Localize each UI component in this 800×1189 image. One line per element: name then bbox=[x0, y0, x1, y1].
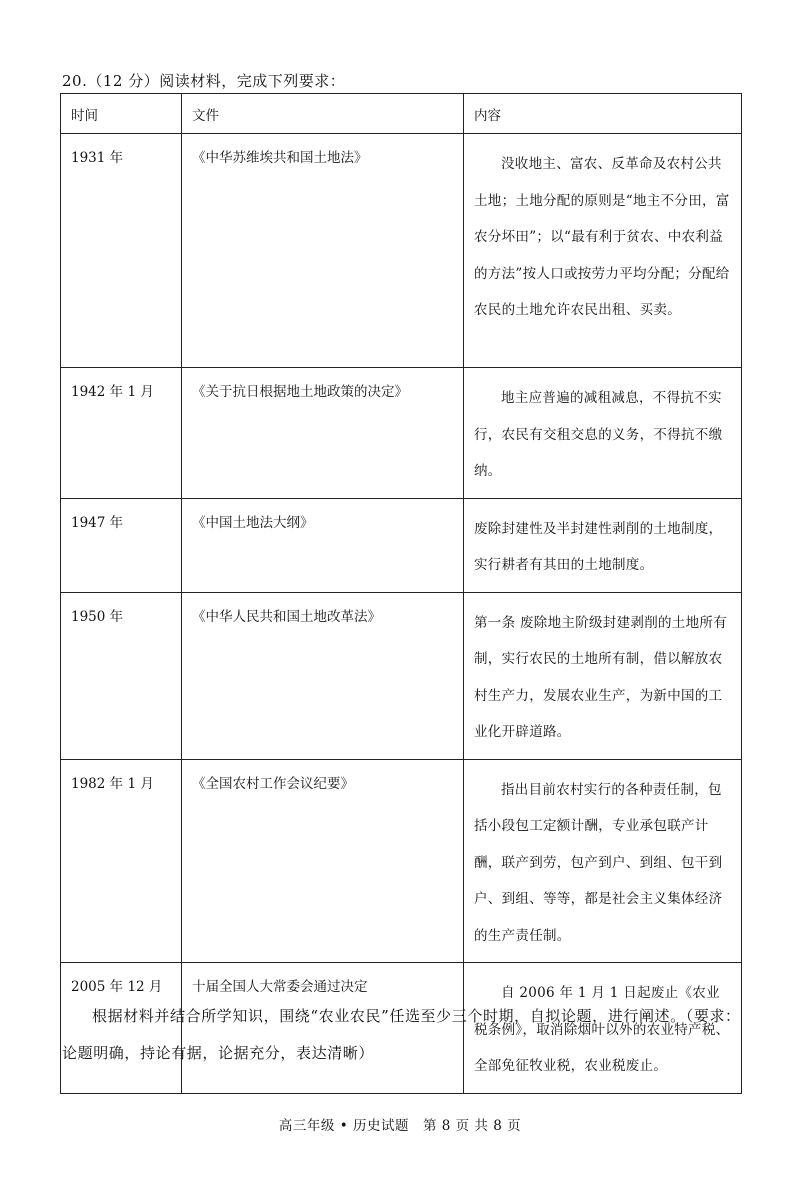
task-instructions bbox=[62, 998, 742, 1072]
header-time: 时间 bbox=[61, 94, 182, 134]
row-time: 1931 年 bbox=[61, 134, 182, 368]
table-header-row bbox=[61, 94, 742, 134]
row-document: 《中华苏维埃共和国土地法》 bbox=[182, 134, 464, 368]
row-content: 自 2006 年 1 月 1 日起废止《农业税条例》，取消除烟叶以外的农业特产税、全部免征牧业税，农业税废止。 bbox=[464, 963, 742, 1094]
row-content: 第一条 废除地主阶级封建剥削的土地所有制，实行农民的土地所有制，借以解放农村生产力，发展农业生产，为新中国的工业化开辟道路。 bbox=[464, 592, 742, 759]
row-content: 指出目前农村实行的各种责任制，包括小段包工定额计酬，专业承包联产计酬，联产到劳，包产到户、到组、包干到户、到组、等等，都是社会主义集体经济的生产责任制。 bbox=[464, 759, 742, 963]
table-row bbox=[61, 592, 742, 759]
header-document: 文件 bbox=[182, 94, 464, 134]
row-time: 1942 年 1 月 bbox=[61, 368, 182, 499]
materials-table bbox=[60, 93, 742, 1094]
table-row bbox=[61, 368, 742, 499]
page-footer: 高三年级 • 历史试题 第 8 页 共 8 页 bbox=[278, 1118, 522, 1134]
question-title: 20.（12 分）阅读材料，完成下列要求： bbox=[62, 72, 346, 90]
row-time: 1982 年 1 月 bbox=[61, 759, 182, 963]
table-row bbox=[61, 759, 742, 963]
row-content: 地主应普遍的减租减息，不得抗不实行，农民有交租交息的义务，不得抗不缴纳。 bbox=[464, 368, 742, 499]
row-content: 废除封建性及半封建性剥削的土地制度，实行耕者有其田的土地制度。 bbox=[464, 498, 742, 592]
row-document: 《全国农村工作会议纪要》 bbox=[182, 759, 464, 963]
row-time: 2005 年 12 月 bbox=[61, 963, 182, 1094]
table-row bbox=[61, 134, 742, 368]
row-document: 《关于抗日根据地土地政策的决定》 bbox=[182, 368, 464, 499]
row-document: 十届全国人大常委会通过决定 bbox=[182, 963, 464, 1094]
row-document: 《中国土地法大纲》 bbox=[182, 498, 464, 592]
task-text: 根据材料并结合所学知识，围绕“农业农民”任选至少三个时期，自拟论题，进行阐述。（要求：论题明确，持论有据，论据充分，表达清晰） bbox=[62, 1007, 741, 1062]
row-content: 没收地主、富农、反革命及农村公共土地；土地分配的原则是“地主不分田，富农分坏田”；以“最有利于贫农、中农利益的方法”按人口或按劳力平均分配；分配给农民的土地允许农民出租、买卖。 bbox=[464, 134, 742, 368]
row-document: 《中华人民共和国土地改革法》 bbox=[182, 592, 464, 759]
row-time: 1950 年 bbox=[61, 592, 182, 759]
header-content: 内容 bbox=[464, 94, 742, 134]
row-time: 1947 年 bbox=[61, 498, 182, 592]
table-row bbox=[61, 498, 742, 592]
